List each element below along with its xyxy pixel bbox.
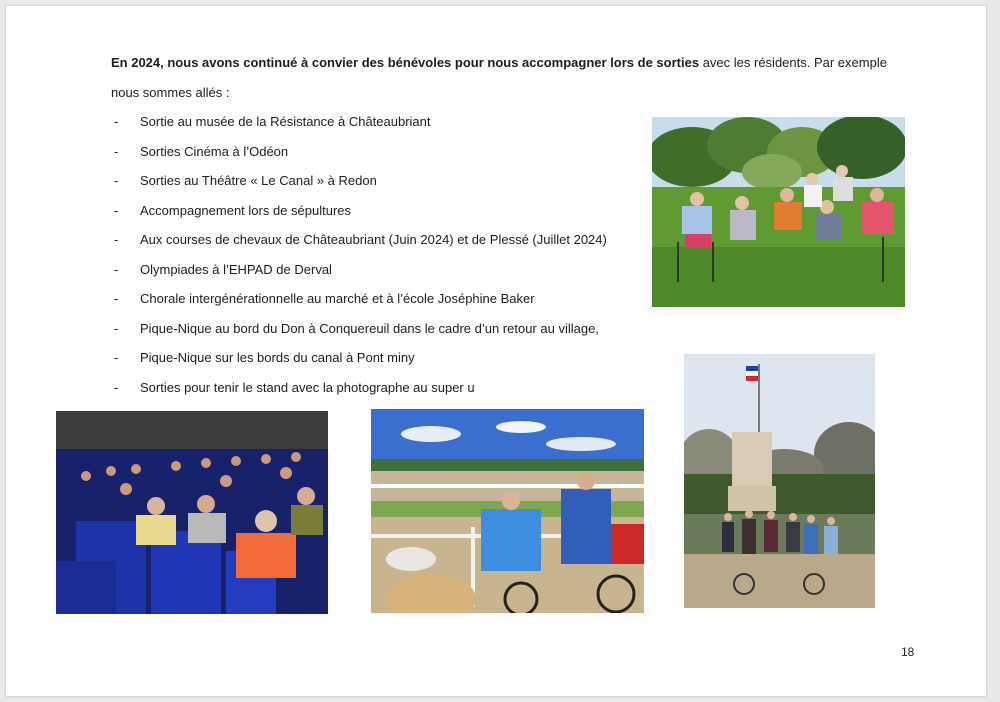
intro-paragraph xyxy=(111,48,916,108)
bullet-dash: - xyxy=(114,379,119,395)
bullet-dash: - xyxy=(114,143,119,159)
bullet-dash: - xyxy=(114,261,119,277)
list-item-text: Pique-Nique sur les bords du canal à Pont miny xyxy=(140,350,415,365)
list-item xyxy=(114,166,654,196)
page-number: 18 xyxy=(901,645,915,659)
bullet-dash: - xyxy=(114,350,119,365)
bullet-dash: - xyxy=(114,173,119,188)
bullet-dash: - xyxy=(114,291,119,306)
photo-cinema-audience xyxy=(56,411,328,614)
list-item xyxy=(114,107,654,137)
list-item xyxy=(114,255,654,285)
list-item-text: Aux courses de chevaux de Châteaubriant (Juin 2024) et de Plessé (Juillet 2024) xyxy=(140,232,607,247)
list-item-text: Sortie au musée de la Résistance à Châteaubriant xyxy=(140,114,431,129)
list-item-text: Pique-Nique au bord du Don à Conquereuil dans le cadre d’un retour au village, xyxy=(140,320,599,336)
list-item xyxy=(114,373,654,403)
bullet-dash: - xyxy=(114,232,119,247)
outings-list xyxy=(114,107,654,402)
list-item-text: Olympiades à l’EHPAD de Derval xyxy=(140,261,332,277)
photo-residents-lawn xyxy=(652,117,905,307)
list-item-text: Sorties au Théâtre « Le Canal » à Redon xyxy=(140,173,377,188)
photo-horse-races xyxy=(371,409,644,613)
list-item xyxy=(114,196,654,226)
bullet-dash: - xyxy=(114,114,119,129)
bullet-dash: - xyxy=(114,320,119,336)
list-item xyxy=(114,284,654,314)
list-item xyxy=(114,343,654,373)
intro-rest-text: avec les résidents. Par exemple nous sommes allés : xyxy=(111,55,887,100)
bullet-dash: - xyxy=(114,202,119,218)
document-page xyxy=(6,6,986,696)
list-item xyxy=(114,314,654,344)
list-item-text: Accompagnement lors de sépultures xyxy=(140,202,352,218)
intro-bold-text: En 2024, nous avons continué à convier des bénévoles pour nous accompagner lors de sorties xyxy=(111,55,700,70)
list-item-text: Sorties Cinéma à l’Odéon xyxy=(140,143,289,159)
list-item xyxy=(114,225,654,255)
photo-resistance-monument xyxy=(684,354,875,608)
list-item-text: Chorale intergénérationnelle au marché et à l’école Joséphine Baker xyxy=(140,291,535,306)
list-item xyxy=(114,137,654,167)
list-item-text: Sorties pour tenir le stand avec la photographe au super u xyxy=(140,379,475,395)
